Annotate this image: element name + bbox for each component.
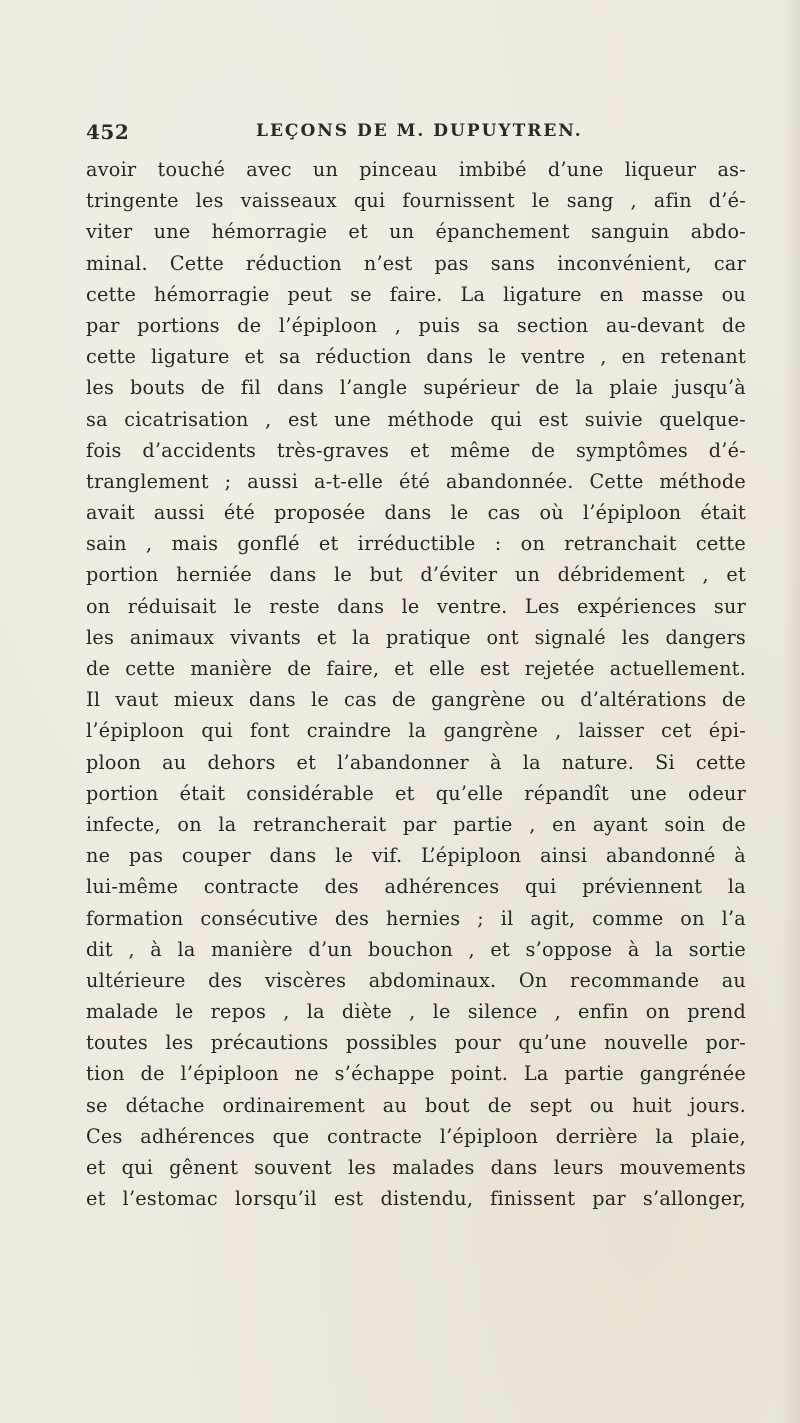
text-line: Ces adhérences que contracte l’épiploon derrière la plaie, (86, 1124, 746, 1148)
text-line: malade le repos , la diète , le silence , enfin on prend (86, 1000, 746, 1024)
body-text (86, 154, 746, 1214)
text-line: de cette manière de faire, et elle est rejetée actuellement. (86, 657, 746, 680)
text-line: tion de l’épiploon ne s’échappe point. La partie gangrénée (86, 1062, 746, 1086)
text-line: sain , mais gonflé et irréductible : on retranchait cette (86, 532, 746, 556)
text-line: avoir touché avec un pinceau imbibé d’une liqueur as- (86, 158, 746, 181)
text-line: l’épiploon qui font craindre la gangrène , laisser cet épi- (86, 719, 746, 743)
text-line: se détache ordinairement au bout de sept ou huit jours. (86, 1093, 746, 1117)
text-line: sa cicatrisation , est une méthode qui est suivie quelque- (86, 407, 746, 431)
text-line: ne pas couper dans le vif. L’épiploon ainsi abandonné à (86, 844, 746, 868)
text-line: avait aussi été proposée dans le cas où l’épiploon était (86, 501, 746, 525)
text-line: dit , à la manière d’un bouchon , et s’oppose à la sortie (86, 937, 746, 961)
text-line: formation consécutive des hernies ; il agit, comme on l’a (86, 906, 746, 930)
text-line: toutes les précautions possibles pour qu’une nouvelle por- (86, 1031, 746, 1055)
page-number: 452 (86, 120, 130, 144)
running-title: LEÇONS DE M. DUPUYTREN. (256, 121, 583, 141)
text-line: Il vaut mieux dans le cas de gangrène ou d’altérations de (86, 688, 746, 712)
text-line: et qui gênent souvent les malades dans leurs mouvements (86, 1156, 746, 1179)
text-line: cette ligature et sa réduction dans le ventre , en retenant (86, 345, 746, 369)
text-line: tringente les vaisseaux qui fournissent le sang , afin d’é- (86, 189, 746, 213)
text-line: les animaux vivants et la pratique ont signalé les dangers (86, 625, 746, 649)
text-line: ultérieure des viscères abdominaux. On recommande au (86, 968, 746, 992)
text-line: les bouts de fil dans l’angle supérieur de la plaie jusqu’à (86, 376, 746, 400)
text-line: cette hémorragie peut se faire. La ligature en masse ou (86, 282, 746, 306)
page-edge-shadow (782, 0, 800, 1423)
text-line: et l’estomac lorsqu’il est distendu, finissent par s’allonger, (86, 1187, 746, 1211)
text-line: minal. Cette réduction n’est pas sans inconvénient, car (86, 251, 746, 275)
text-line: viter une hémorragie et un épanchement sanguin abdo- (86, 220, 746, 244)
text-line: ploon au dehors et l’abandonner à la nature. Si cette (86, 750, 746, 774)
text-line: fois d’accidents très-graves et même de symptômes d’é- (86, 438, 746, 462)
text-line: infecte, on la retrancherait par partie , en ayant soin de (86, 812, 746, 836)
text-line: portion était considérable et qu’elle répandît une odeur (86, 781, 746, 805)
text-line: on réduisait le reste dans le ventre. Les expériences sur (86, 594, 746, 618)
running-head (86, 120, 746, 148)
text-line: portion herniée dans le but d’éviter un débridement , et (86, 563, 746, 587)
text-line: par portions de l’épiploon , puis sa section au-devant de (86, 313, 746, 337)
text-line: tranglement ; aussi a-t-elle été abandonnée. Cette méthode (86, 469, 746, 493)
text-line: lui-même contracte des adhérences qui préviennent la (86, 875, 746, 899)
